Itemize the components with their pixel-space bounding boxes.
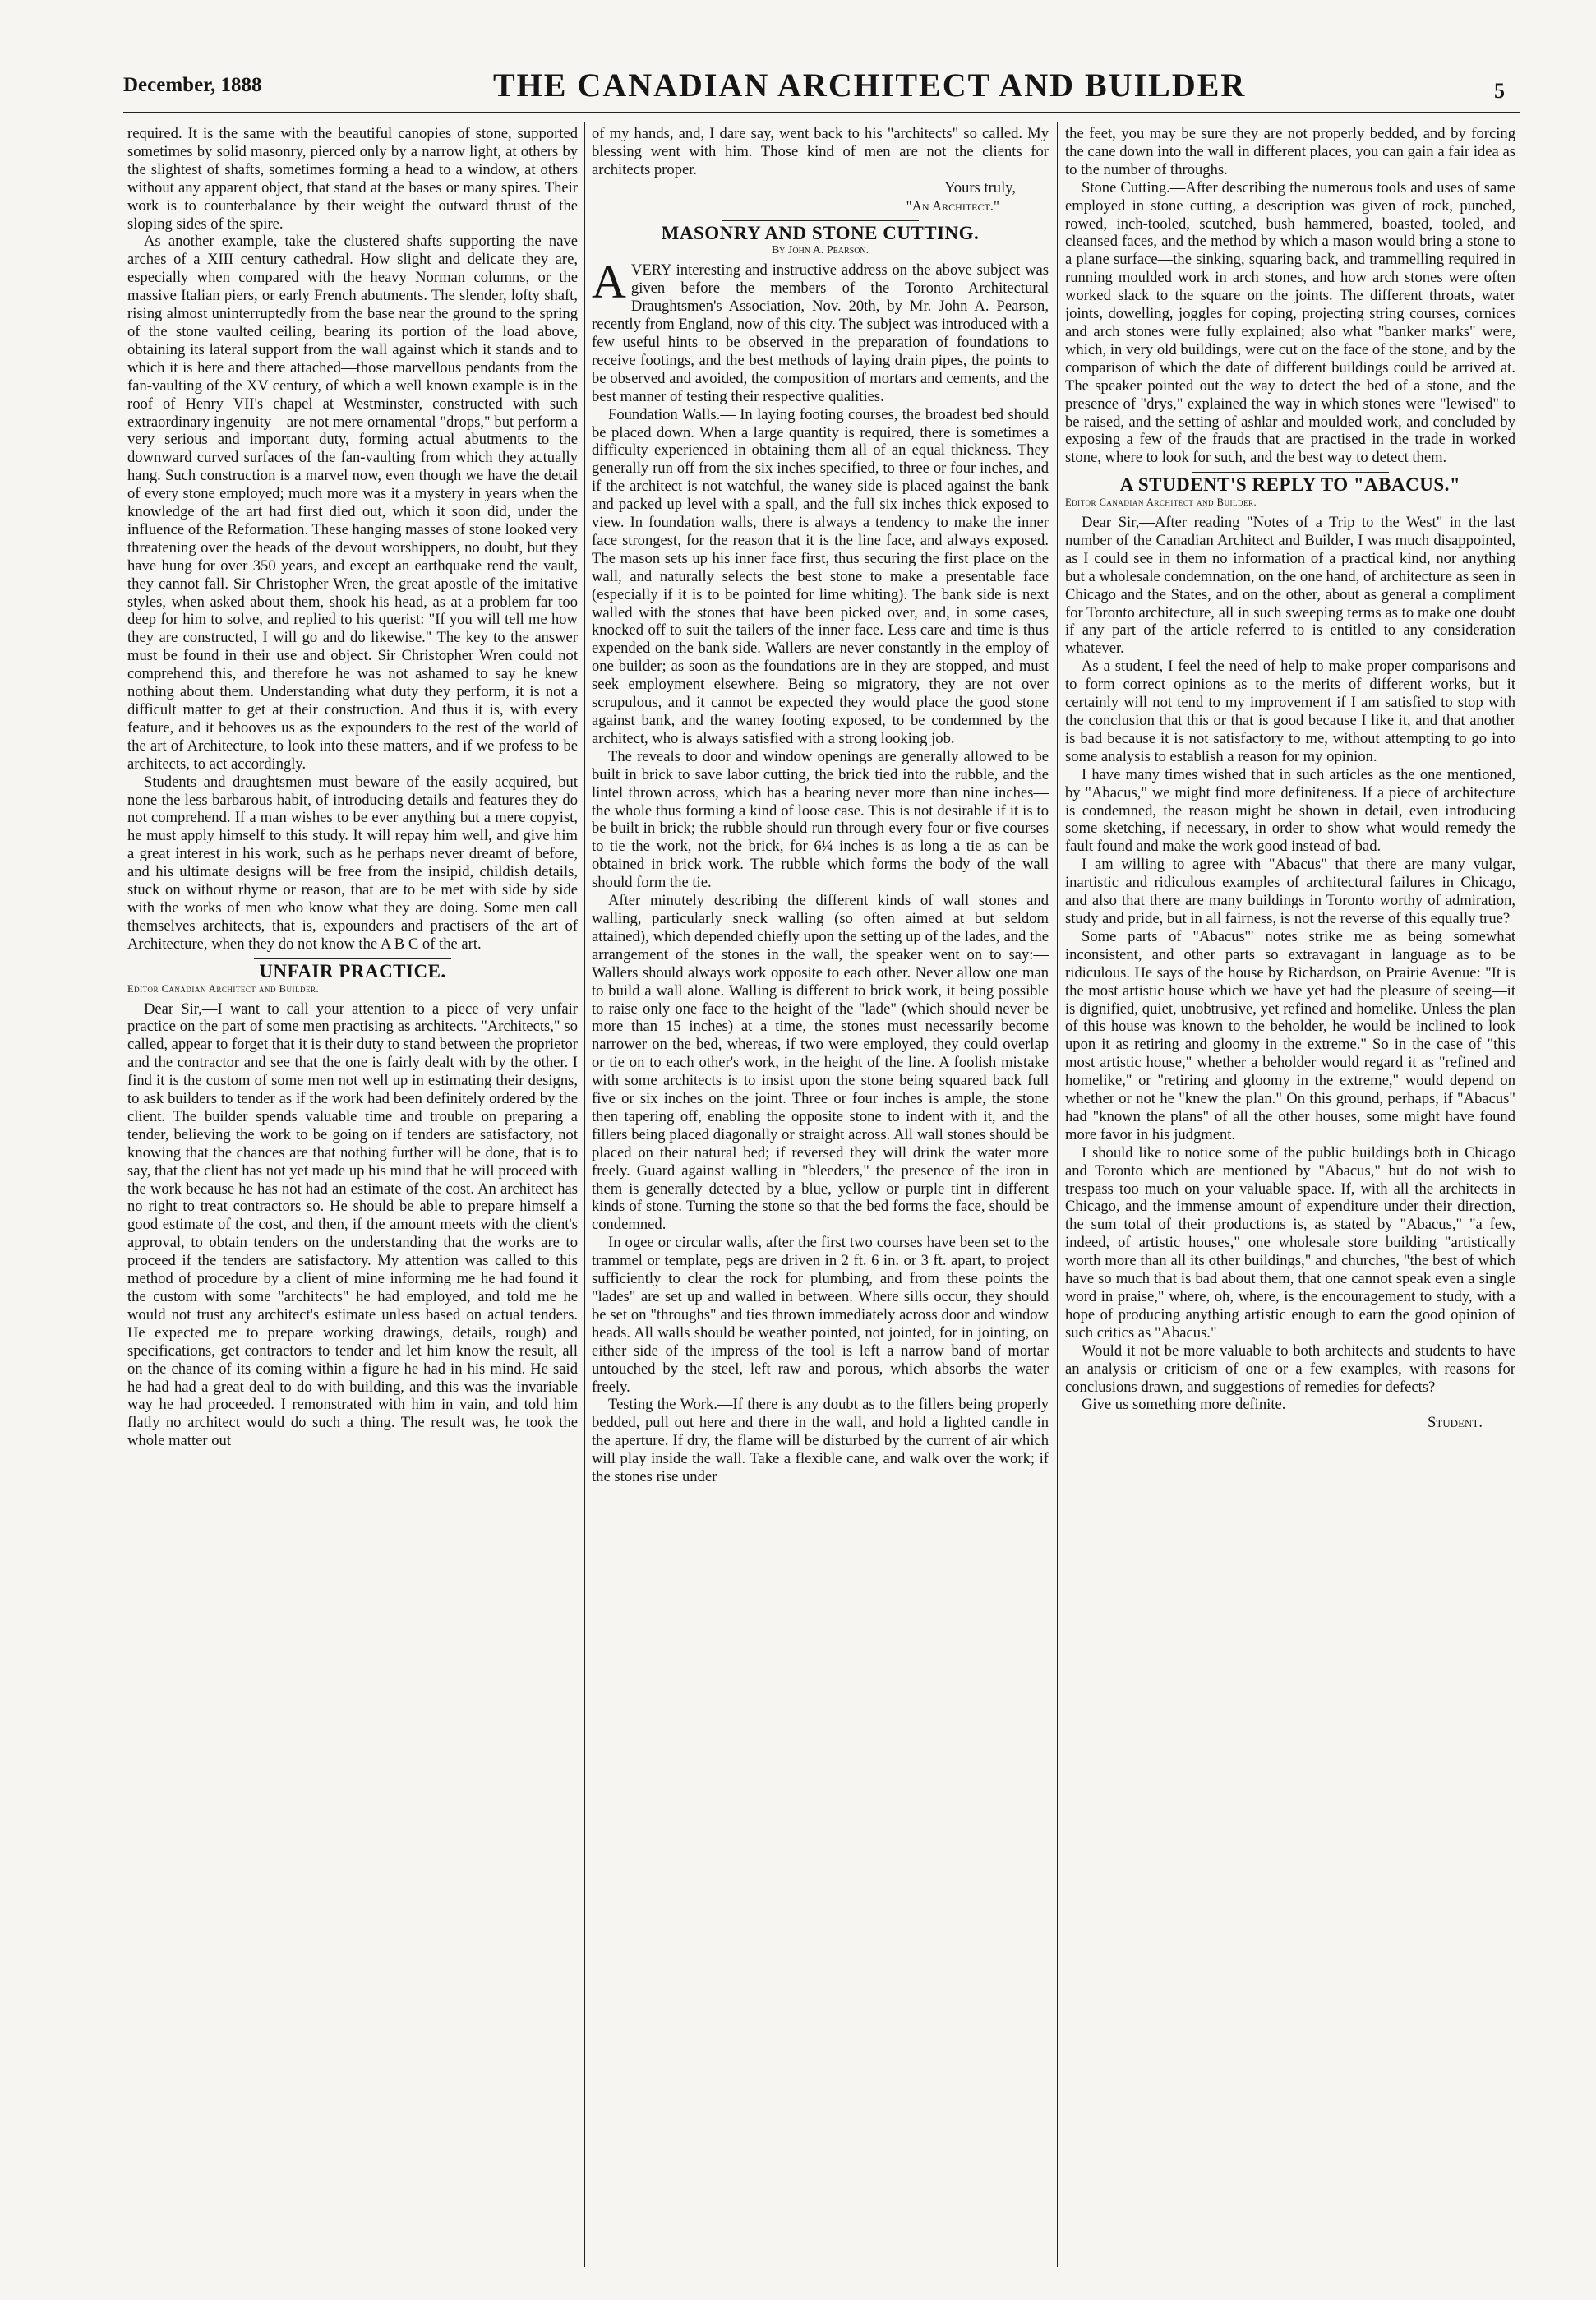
masonry-paragraph: [592, 255, 1049, 405]
masonry-paragraph: Foundation Walls.— In laying footing courses, the broadest bed should be placed down. When a large quantity is required, there is sometimes a difficulty experienced in obtaining them all of an equal thickness. They generally run off from the six inches specified, to three or four inches, and if the architect is not watchful, the waney side is placed against the bank and packed up level with a spall, and the full six inches thick exposed to view. In foundation walls, there is always a tendency to make the inner face strongest, for the reason that it is the line face, and always exposed. The mason sets up his inner face first, thus securing the first place on the wall, and naturally selects the best stone to make a presentable face (especially if it is to be pointed for lime whiting). The bank side is next walled with the stones that have been picked over, and, in some cases, knocked off to suit the tailers of the inner face. Less care and time is thus expended on the bank side. Wallers are never constantly in the employ of one builder; as soon as the foundations are in they are stopped, and must seek employment elsewhere. Being so migratory, they are not over scrupulous, and it cannot be expected they would place the good stone against bank, and the waney footing exposed, to be condemned by the architect, who is always satisfied with a strong looking job.: [592, 405, 1049, 747]
student-signature: Student.: [1428, 1414, 1483, 1432]
col1-paragraph: As another example, take the clustered shafts supporting the nave arches of a XIII century cathedral. How slight and delicate they are, especially when compared with the heavy Norman columns, or the massive Italian piers, or early French abutments. The slender, lofty shaft, rising almost uninterruptedly from the base near the ground to the spring of the stone vaulted ceiling, bearing its portion of the load above, obtaining its lateral support from the wall against which it stands and to which it is here and there attached—those marvellous pendants from the fan-vaulting of the XV century, of which a well known example is in the roof of Henry VII's chapel at Westminster, constructed with such extraordinary ingenuity—are not mere ornamental "drops," but perform a very serious and important duty, forming actual abutments to the downward curved surfaces of the fan-vaulting from which they actually hang. Such construction is a marvel now, even though we have the detail of every stone employed; much more was it a mystery in years when the knowledge of the art had first died out, which it soon did, under the influence of the Reformation. These hanging masses of stone looked very threatening over the heads of the devout worshippers, no doubt, but they have hung for over 350 years, and except an earthquake rend the vault, they cannot fall. Sir Christopher Wren, the great apostle of the imitative styles, when asked about them, shook his head, as at a problem far too deep for him to solve, and replied to his querist: "If you will tell me how they are constructed, I will go and do likewise." The key to the answer must be found in their use and object. Sir Christopher Wren could not comprehend this, and therefore he was not ashamed to say he knew nothing about them. Understanding what duty they perform, it is not a difficult matter to get at their construction. And thus it is, with every feature, and it behooves us as the expounders to the rest of the world of the art of Architecture, to look into these matters, and if we profess to be architects, to act accordingly.: [127, 233, 578, 773]
masonry-intro-text: VERY interesting and instructive address on the above subject was given before the members of the Toronto Architectural Draughtsmen's Association, Nov. 20th, by Mr. John A. Pearson, recently from England, now of this city. The subject was introduced with a few useful hints to be observed in the preparation of foundations to receive footings, and the best methods of laying drain pipes, the points to be observed and avoided, the composition of mortars and cements, and the best manner of testing their respective qualities.: [592, 261, 1049, 405]
student-reply-paragraph: As a student, I feel the need of help to make proper comparisons and to form correct opinions as to the merits of different works, but it certainly will not tend to my improvement if I am satisfied to stop with the conclusion that this or that is good because I like it, and that another is bad because it is not satisfactory to me, without attempting to go into some analysis to establish a reason for my opinion.: [1065, 658, 1515, 765]
col2-lead-paragraph: of my hands, and, I dare say, went back to his "architects" so called. My blessing went with him. Those kind of men are not the clients for architects proper.: [592, 125, 1049, 178]
col1-paragraph: required. It is the same with the beautiful canopies of stone, supported sometimes by solid masonry, pierced only by a narrow light, at others by the slightest of shafts, sometimes forming a head to a window, at others without any apparent object, that stand at the bases or many spires. Their work is to counterbalance by their weight the outward thrust of the sloping sides of the spire.: [127, 125, 578, 233]
column-3: [1065, 125, 1515, 2270]
article-separator: [254, 958, 451, 959]
col3-paragraph: the feet, you may be sure they are not properly bedded, and by forcing the cane down into the wall in different places, you can gain a fair idea as to the number of throughs.: [1065, 125, 1515, 178]
masonry-paragraph: After minutely describing the different kinds of wall stones and walling, particularly sneck walling (so often aimed at but seldom attained), which depended chiefly upon the setting up of the lades, and the arrangement of the stones in the wall, the speaker went on to say:—Wallers should always work opposite to each other. Never allow one man to build a wall alone. Walling is different to brick work, it being possible to raise only one face to the height of the "lade" (which should never be more than 15 inches) at a time, the stones must necessarily become narrower on the bed, whereas, if two were employed, they could overlap or tie on to each other's work, in the height of the line. A foolish mistake with some architects is to insist upon the stone being squared back full five or six inches on the joint. Three or four inches is ample, the stone then tapering off, enabling the opposite stone to indent with it, and the fillers being placed diagonally or straight across. All wall stones should be placed on their natural bed; if reversed they will drink the water more freely. Guard against walling in "bleeders," the presence of the iron in them is generally detected by a blue, yellow or purple tint in different kinds of stone. Turning the stone so that the bed forms the face, should be condemned.: [592, 892, 1049, 1234]
letter-signature: "An Architect.": [906, 197, 999, 214]
journal-title: THE CANADIAN ARCHITECT AND BUILDER: [493, 67, 1247, 104]
drop-cap: A: [592, 255, 626, 309]
unfair-practice-paragraph: Dear Sir,—I want to call your attention to a piece of very unfair practice on the part of some men practising as architects. "Architects," so called, appear to forget that it is their duty to stand between the proprietor and the contractor and see that the one is fairly dealt with by the other. I find it is the custom of some men not well up in estimating their designs, to ask builders to tender as if the work had been definitely ordered by the client. The builder spends valuable time and trouble on preparing a tender, believing the work to be going on if tenders are satisfactory, not knowing that the chances are that nothing further will be done, that is to say, that the client has not yet made up his mind that he will proceed with the work because he has not had an estimate of the cost. An architect has no right to treat contractors so. He should be able to prepare himself a good estimate of the cost, and then, if the amount meets with the client's approval, to obtain tenders on the understanding that the works are to proceed if the tenders are satisfactory. My attention was called to this method of procedure by a client of mine informing me he had found it the custom with some "architects" he had employed, and told me he would not trust any architect's estimate unless based on actual tenders. He expected me to prepare working drawings, details, rough) and specifications, get contractors to tender and let him know the result, all on the chance of its coming within a figure he had in his mind. He said he had had a great deal to do with building, and this was the invariable way he had proceeded. I remonstrated with him in vain, and told him flatly no architect would do such a thing. The result was, he took the whole matter out: [127, 1000, 578, 1450]
masonry-paragraph: Testing the Work.—If there is any doubt as to the fillers being properly bedded, pull out here and there in the wall, and hold a lighted candle in the aperture. If dry, the flame will be disturbed by the current of air which will play inside the wall. Take a flexible cane, and walk over the work; if the stones rise under: [592, 1396, 1049, 1486]
student-reply-paragraph: Give us something more definite.: [1082, 1396, 1286, 1414]
article-separator: [1192, 472, 1389, 473]
column-divider-2: [1057, 122, 1058, 2267]
page-number: 5: [1494, 79, 1505, 103]
masthead: [0, 0, 1596, 115]
masonry-byline: By John A. Pearson.: [771, 244, 869, 257]
column-1: [127, 125, 578, 2270]
student-reply-address: Editor Canadian Architect and Builder.: [1065, 496, 1257, 509]
column-2: [592, 125, 1049, 2270]
student-reply-paragraph: I have many times wished that in such articles as the one mentioned, by "Abacus," we might find more definiteness. If a piece of architecture is condemned, the reason might be shown in detail, even introducing some sketching, if necessary, in order to show what would remedy the fault found and make the work good instead of bad.: [1065, 765, 1515, 856]
letter-closing: Yours truly,: [944, 178, 1016, 196]
article-separator: [722, 220, 919, 221]
col3-paragraph: Stone Cutting.—After describing the numerous tools and uses of same employed in stone cutting, a description was given of rock, punched, rowed, inch-tooled, scutched, bush hammered, boasted, tooled, and cleansed faces, and the method by which a mason would bring a stone to a plane surface—the sinking, squaring back, and trammelling required in running moulded work in arch stones, and how arch stones were often worked slack to the square on the joints. The different throats, water joints, dowelling, joggles for coping, projecting string courses, cornices and arch stones were fully explained; also what "banker marks" were, which, in very old buildings, were cut on the face of the stone, and by the comparison of which the date of different buildings could be arrived at. The speaker pointed out the way to detect the bed of a stone, and the presence of "drys," explained the way in which stones were "lewised" to be raised, and the setting of ashlar and moulded work, and concluded by exposing a few of the frauds that are practised in the trade in worked stone, where to look for such, and the best way to detect them.: [1065, 178, 1515, 467]
masonry-title: MASONRY AND STONE CUTTING.: [661, 222, 980, 243]
masthead-rule: [123, 112, 1520, 113]
student-reply-paragraph: Dear Sir,—After reading "Notes of a Trip to the West" in the last number of the Canadian Architect and Builder, I was much disappointed, as I could see in them no information of a practical kind, nor anything but a wholesale condemnation, on the one hand, of architecture as seen in Chicago and the States, and on the other, about as general a compliment for Toronto architecture, all in such sweeping terms as to make one doubt if any part of the article referred to is entitled to any consideration whatever.: [1065, 514, 1515, 658]
column-divider-1: [584, 122, 585, 2267]
col1-paragraph: Students and draughtsmen must beware of the easily acquired, but none the less barbarous habit, of introducing details and features they do not comprehend. If a man wishes to be ever anything but a mere copyist, he must apply himself to this study. It will repay him well, and give him a great interest in his work, such as he perhaps never dreamt of before, and his ultimate designs will be free from the insipid, childish details, stuck on without rhyme or reason, that are to be met with side by side with the works of men who know what they are doing. Some men call themselves architects, that is, expounders and practisers of the art of Architecture, when they do not know the A B C of the art.: [127, 773, 578, 953]
masonry-paragraph: The reveals to door and window openings are generally allowed to be built in brick to save labor cutting, the brick tied into the rubble, and the lintel thrown across, which has a bearing never more than nine inches—the whole thus forming a kind of loose case. This is not desirable if it is to be built in brick; the rubble should run through every four or five courses to tie the work, not the brick, for 6¼ inches is as long a tie as can be obtained in brick work. The rubble which forms the body of the wall should form the tie.: [592, 747, 1049, 892]
masonry-paragraph: In ogee or circular walls, after the first two courses have been set to the trammel or template, pegs are driven in 2 ft. 6 in. or 3 ft. apart, to project sufficiently to clear the rock for plumbing, and from these points the "lades" are set up and walled in between. Where sills occur, they should be set on "throughs" and ties thrown immediately across door and window heads. All walls should be weather pointed, not jointed, for in jointing, on either side of the impress of the tool is left a narrow band of mortar untouched by the steel, left raw and porous, which absorbs the water freely.: [592, 1234, 1049, 1396]
student-reply-paragraph: Would it not be more valuable to both architects and students to have an analysis or criticism of one or a few examples, with reasons for conclusions drawn, and suggestions of remedies for defects?: [1065, 1342, 1515, 1396]
unfair-practice-address: Editor Canadian Architect and Builder.: [127, 982, 320, 995]
student-reply-title: A STUDENT'S REPLY TO "ABACUS.": [1119, 474, 1461, 496]
unfair-practice-title: UNFAIR PRACTICE.: [259, 960, 446, 981]
issue-date: December, 1888: [123, 74, 262, 96]
student-reply-paragraph: I am willing to agree with "Abacus" that there are many vulgar, inartistic and ridiculous examples of architectural failures in Chicago, and also that there are many buildings in Toronto worthy of admiration, study and pride, but in all fairness, is not the reverse of this equally true?: [1065, 856, 1515, 927]
student-reply-paragraph: I should like to notice some of the public buildings both in Chicago and Toronto which are mentioned by "Abacus," but do not wish to trespass too much on your valuable space. If, with all the architects in Chicago, and the immense amount of expenditure under their direction, the sum total of their productions is, as stated by "Abacus," "a few, indeed, of artistic houses," one wholesale store building "artistically worth more than all its other buildings," and churches, "the best of which have so much that is bad about them, that one cannot speak even a single word in praise," where, oh, where, is the encouragement to study, with a hope of producing anything artistic enough to earn the good opinion of such critics as "Abacus.": [1065, 1143, 1515, 1342]
student-reply-paragraph: Some parts of "Abacus'" notes strike me as being somewhat inconsistent, and other parts so extravagant in language as to be ridiculous. He says of the house by Richardson, on Prairie Avenue: "It is the most artistic house which we have yet had the pleasure of seeing—it is dignified, quiet, unobtrusive, yet refined and homelike. Unless the plan of this house was known to the beholder, he would be inclined to look upon it as retiring and gloomy in the extreme." So in the case of "this most artistic house," whether a beholder would regard it as "refined and homelike," or "retiring and gloomy in the extreme," would depend on whether or not he "knew the plan." On this ground, perhaps, if "Abacus" had "known the plans" of all the other houses, some might have found more favor in his judgment.: [1065, 927, 1515, 1143]
